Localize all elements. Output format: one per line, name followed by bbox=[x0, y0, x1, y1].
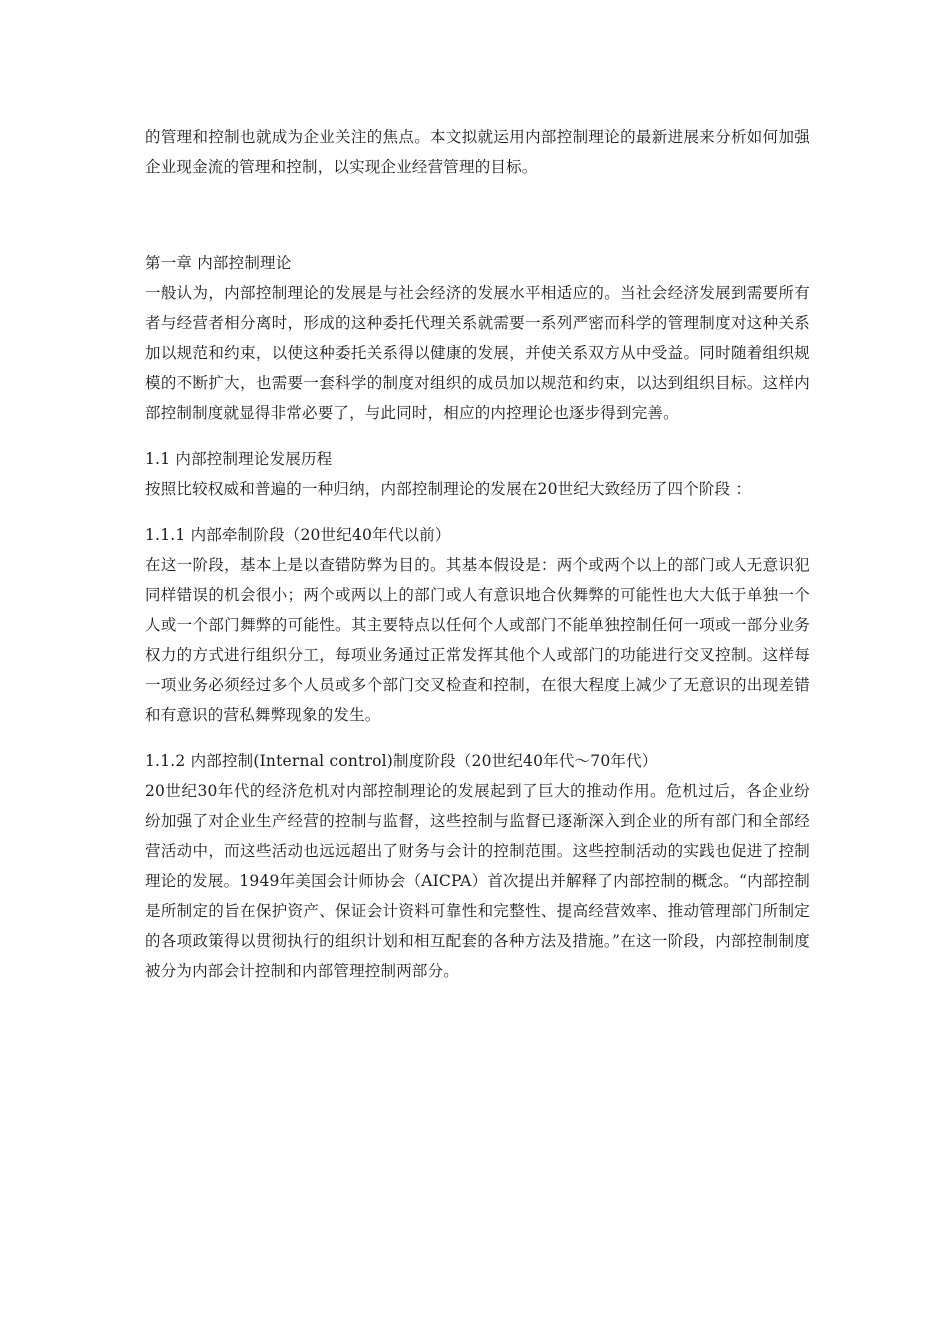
chapter-body: 一般认为，内部控制理论的发展是与社会经济的发展水平相适应的。当社会经济发展到需要所有者与经营者相分离时，形成的这种委托代理关系就需要一系列严密而科学的管理制度对这种关系加以规范和约束，以使这种委托关系得以健康的发展，并使关系双方从中受益。同时随着组织规模的不断扩大，也需要一套科学的制度对组织的成员加以规范和约束，以达到组织目标。这样内部控制制度就显得非常必要了，与此同时，相应的内控理论也逐步得到完善。 bbox=[145, 284, 810, 422]
intro-paragraph: 的管理和控制也就成为企业关注的焦点。本文拟就运用内部控制理论的最新进展来分析如何加强企业现金流的管理和控制，以实现企业经营管理的目标。 bbox=[145, 128, 810, 176]
section-1-1-1-body: 在这一阶段，基本上是以查错防弊为目的。其基本假设是：两个或两个以上的部门或人无意识犯同样错误的机会很小；两个或两以上的部门或人有意识地合伙舞弊的可能性也大大低于单独一个人或一个部门舞弊的可能性。其主要特点以任何个人或部门不能单独控制任何一项或一部分业务权力的方式进行组织分工，每项业务通过正常发挥其他个人或部门的功能进行交叉控制。这样每一项业务必须经过多个人员或多个部门交叉检查和控制，在很大程度上减少了无意识的出现差错和有意识的营私舞弊现象的发生。 bbox=[145, 556, 810, 724]
section-1-1-1-title: 1.1.1 内部牵制阶段（20世纪40年代以前） bbox=[145, 526, 451, 544]
section-1-1-body: 按照比较权威和普遍的一种归纳，内部控制理论的发展在20世纪大致经历了四个阶段 ： bbox=[145, 480, 752, 498]
spacer bbox=[145, 428, 810, 444]
section-1-1-2-title: 1.1.2 内部控制(Internal control)制度阶段（20世纪40年代～70年代） bbox=[145, 752, 658, 770]
section-1-1-2-body: 20世纪30年代的经济危机对内部控制理论的发展起到了巨大的推动作用。危机过后，各企业纷纷加强了对企业生产经营的控制与监督，这些控制与监督已逐渐深入到企业的所有部门和全部经营活动中，而这些活动也远远超出了财务与会计的控制范围。这些控制活动的实践也促进了控制理论的发展。1949年美国会计师协会（AICPA）首次提出并解释了内部控制的概念。“内部控制是所制定的旨在保护资产、保证会计资料可靠性和完整性、提高经营效率、推动管理部门所制定的各项政策得以贯彻执行的组织计划和相互配套的各种方法及措施。”在这一阶段，内部控制制度被分为内部会计控制和内部管理控制两部分。 bbox=[145, 782, 810, 980]
spacer bbox=[145, 730, 810, 746]
spacer bbox=[145, 182, 810, 248]
spacer bbox=[145, 504, 810, 520]
section-1-1-title: 1.1 内部控制理论发展历程 bbox=[145, 450, 333, 468]
chapter-title: 第一章 内部控制理论 bbox=[145, 254, 292, 272]
document-page bbox=[145, 122, 810, 986]
